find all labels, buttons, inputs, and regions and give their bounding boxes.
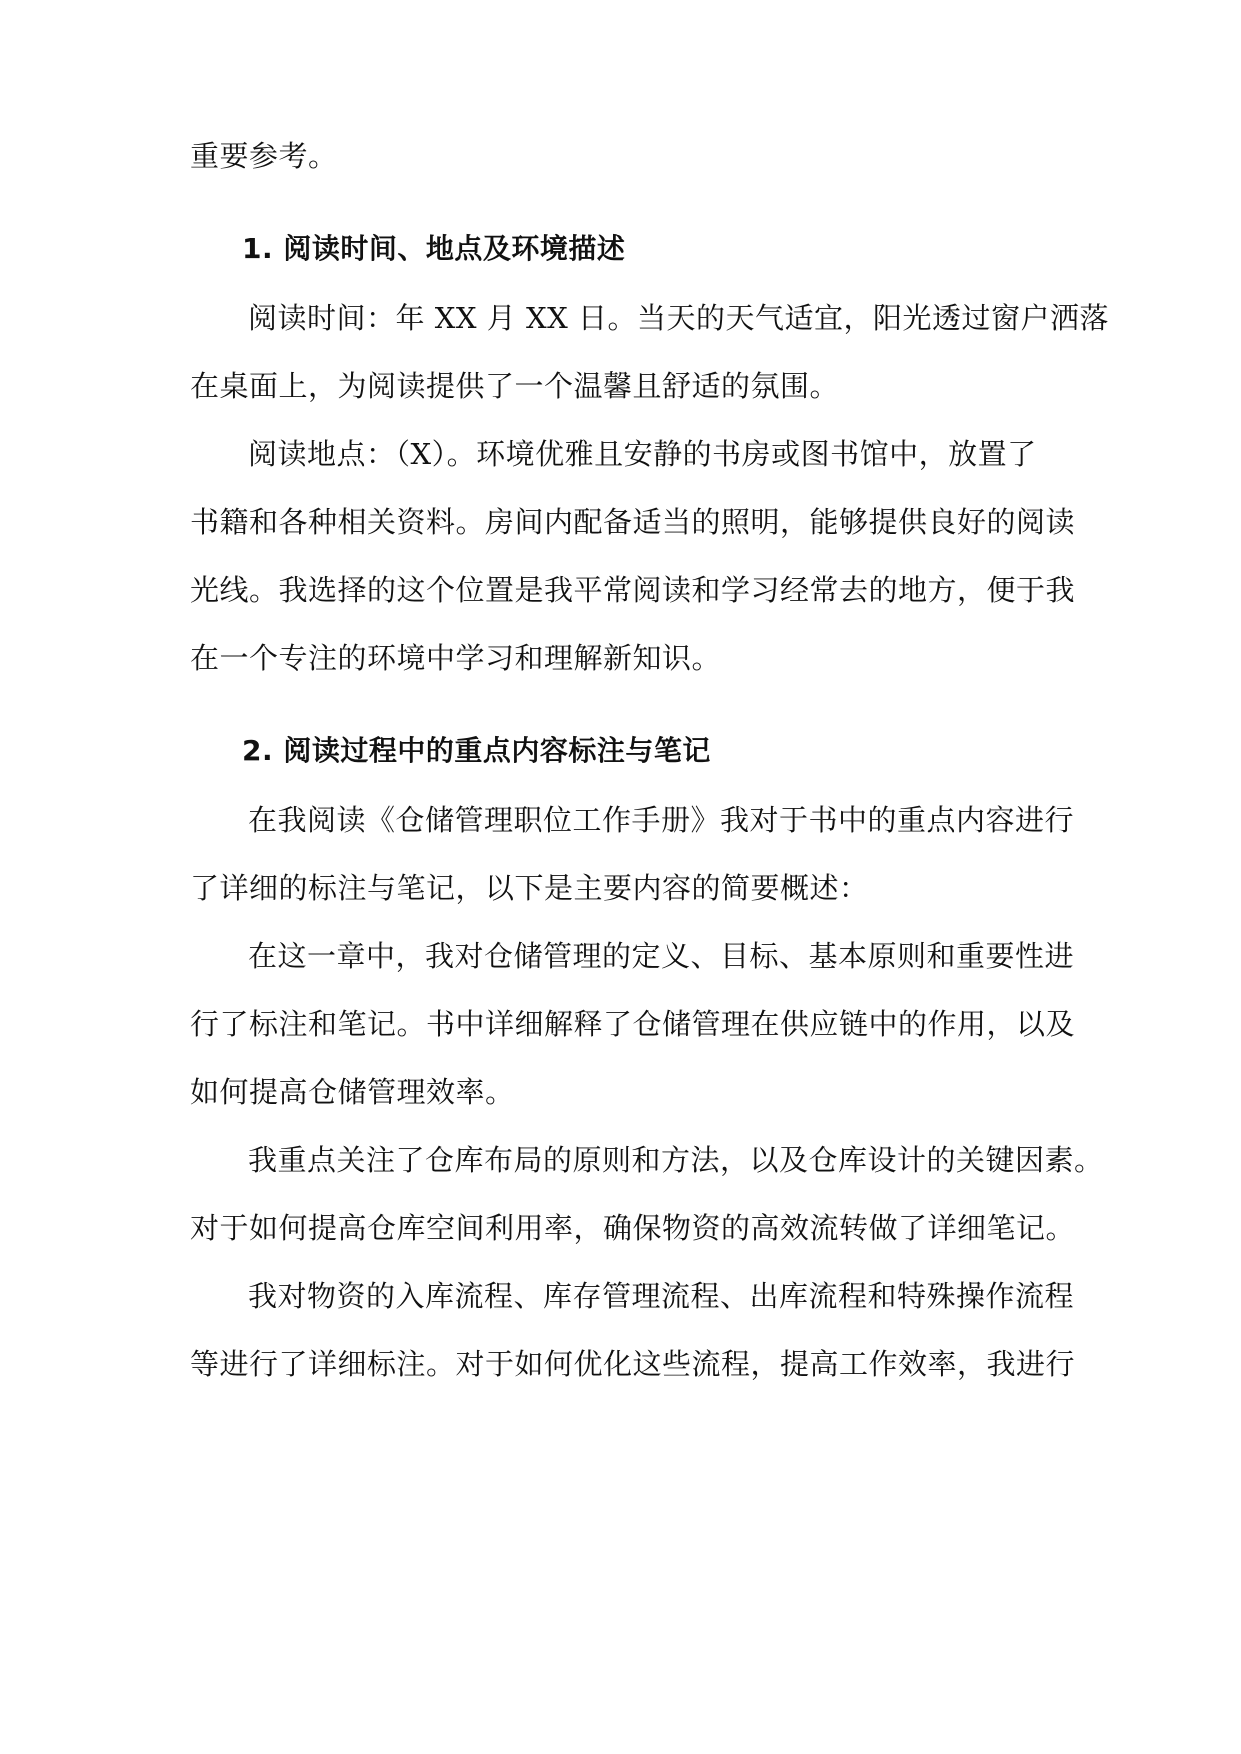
paragraph-line: 在一个专注的环境中学习和理解新知识。 xyxy=(190,641,722,675)
paragraph-line: 我对物资的入库流程、库存管理流程、出库流程和特殊操作流程 xyxy=(248,1279,1075,1313)
paragraph-line: 在桌面上，为阅读提供了一个温馨且舒适的氛围。 xyxy=(190,369,840,403)
paragraph-line: 等进行了详细标注。对于如何优化这些流程，提高工作效率，我进行 xyxy=(190,1347,1076,1381)
paragraph-line: 如何提高仓储管理效率。 xyxy=(190,1075,515,1109)
paragraph-line: 阅读时间：年 XX 月 XX 日。当天的天气适宜，阳光透过窗户洒落 xyxy=(248,301,1109,335)
paragraph-line: 在我阅读《仓储管理职位工作手册》我对于书中的重点内容进行 xyxy=(248,803,1075,837)
paragraph-line: 重要参考。 xyxy=(190,139,338,173)
paragraph-line: 阅读地点：（X）。环境优雅且安静的书房或图书馆中，放置了 xyxy=(248,437,1037,471)
paragraph-line: 在这一章中，我对仓储管理的定义、目标、基本原则和重要性进 xyxy=(248,939,1075,973)
section-heading: 1. 阅读时间、地点及环境描述 xyxy=(242,232,626,265)
paragraph-line: 对于如何提高仓库空间利用率，确保物资的高效流转做了详细笔记。 xyxy=(190,1211,1076,1245)
paragraph-line: 我重点关注了仓库布局的原则和方法，以及仓库设计的关键因素。 xyxy=(248,1143,1104,1177)
section-heading: 2. 阅读过程中的重点内容标注与笔记 xyxy=(242,734,711,767)
paragraph-line: 光线。我选择的这个位置是我平常阅读和学习经常去的地方，便于我 xyxy=(190,573,1076,607)
paragraph-line: 了详细的标注与笔记，以下是主要内容的简要概述： xyxy=(190,871,869,905)
paragraph-line: 书籍和各种相关资料。房间内配备适当的照明，能够提供良好的阅读 xyxy=(190,505,1076,539)
paragraph-line: 行了标注和笔记。书中详细解释了仓储管理在供应链中的作用，以及 xyxy=(190,1007,1076,1041)
